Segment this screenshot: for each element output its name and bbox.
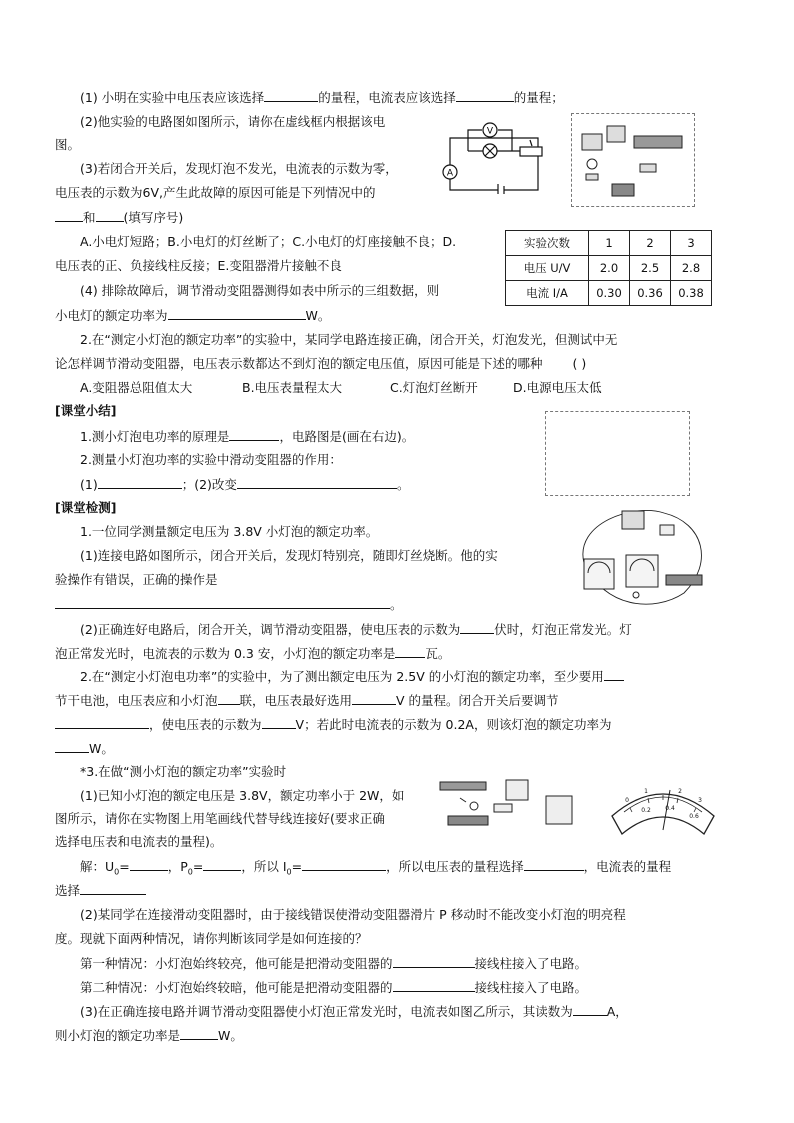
q1-p4c-text: W。	[305, 308, 331, 323]
sol-eq-text: =	[192, 859, 204, 874]
table-row	[506, 231, 712, 256]
note-text: (填写序号)	[123, 210, 184, 225]
answer-blank[interactable]	[203, 857, 241, 871]
voltmeter-symbol-label: V	[486, 126, 494, 137]
subscript-0: 0	[114, 867, 120, 877]
q1-p4b-text: 小电灯的额定功率为	[55, 308, 168, 323]
dial-tick-label: 1	[644, 788, 648, 795]
check-q3-1b: 图所示，请你在实物图上用笔画线代替导线连接好(要求正确	[55, 811, 385, 826]
q1-p1c-text: 的量程；	[513, 90, 564, 105]
q2-line2-text: 论怎样调节滑动变阻器，电压表示数都达不到灯泡的额定电压值，原因可能是下述的哪种	[55, 356, 543, 371]
table-cell: 电流 I/A	[506, 281, 589, 306]
q1-part4b	[55, 306, 330, 325]
q1-part3b: 电压表的示数为6V,产生此故障的原因可能是下列情况中的	[55, 185, 376, 200]
check-q2b1-text: 节干电池，电压表应和小灯泡	[55, 693, 218, 708]
summary-heading: [课堂小结]	[55, 403, 117, 418]
answer-blank[interactable]	[573, 1002, 607, 1016]
subscript-0: 0	[286, 867, 292, 877]
circuit-drawing-box[interactable]	[545, 411, 690, 496]
sol-p-text: ，P	[167, 859, 188, 874]
ammeter-symbol-label: A	[446, 168, 454, 179]
answer-blank[interactable]	[264, 88, 318, 102]
check-q3-3a-text: (3)在正确连接电路并调节滑动变阻器使小灯泡正常发光时，电流表如图乙所示，其读数为	[80, 1004, 573, 1019]
equipment-illustration	[572, 114, 694, 206]
check-q3-3d-text: W。	[218, 1028, 243, 1043]
q1-options-a: A.小电灯短路；B.小电灯的灯丝断了；C.小电灯的灯座接触不良；D.	[80, 234, 457, 249]
check-q2a	[80, 667, 624, 686]
case1b-text: 接线柱接入了电路。	[474, 956, 588, 971]
subscript-0: 0	[187, 867, 193, 877]
answer-blank[interactable]	[229, 427, 279, 441]
check-q2b	[55, 691, 559, 710]
q2-line2	[55, 355, 586, 373]
summary-l3c-text: 。	[396, 477, 410, 492]
answer-blank[interactable]	[168, 306, 306, 320]
apparatus-figure	[574, 503, 712, 610]
check-q2c1-text: ，使电压表的示数为	[149, 717, 262, 732]
answer-blank[interactable]	[55, 595, 390, 609]
check-q2a-text: 2.在“测定小灯泡电功率”的实验中，为了测出额定电压为 2.5V 的小灯泡的额定功率，至少要用	[80, 669, 604, 684]
check-q2c2-text: V；若此时电流表的示数为 0.2A，则该灯泡的额定功率为	[295, 717, 612, 732]
table-cell: 2.0	[589, 256, 630, 281]
check-q1-2d-text: 瓦。	[425, 646, 451, 661]
table-header-cell: 1	[589, 231, 630, 256]
summary-l1b-text: ，电路图是(画在右边)。	[279, 429, 415, 444]
answer-blank[interactable]	[456, 88, 514, 102]
dial-tick-label: 0	[625, 797, 629, 804]
ammeter-dial-figure	[608, 778, 718, 836]
q2-option-b: B.电压表量程太大	[242, 380, 343, 395]
check-q2b2-text: 联，电压表最好选用	[239, 693, 353, 708]
q1-options-b: 电压表的正、负接线柱反接；E.变阻器滑片接触不良	[55, 258, 342, 273]
q2-option-a: A.变阻器总阻值太大	[80, 380, 193, 395]
check-q1-1b: 验操作有错误，正确的操作是	[55, 572, 218, 587]
q1-part1	[80, 88, 564, 107]
check-q3-1c: 选择电压表和电流表的量程)。	[55, 834, 223, 849]
q2-option-d: D.电源电压太低	[513, 380, 602, 395]
check-q2c	[55, 715, 611, 734]
dial-tick-label: 0.2	[641, 807, 651, 814]
q1-p1b-text: 的量程，电流表应该选择	[318, 90, 456, 105]
check-q1-2a-text: (2)正确连好电路后，闭合开关，调节滑动变阻器，使电压表的示数为	[80, 622, 461, 637]
table-cell: 0.38	[671, 281, 712, 306]
table-cell: 2.5	[630, 256, 671, 281]
table-row	[506, 256, 712, 281]
answer-blank[interactable]	[80, 881, 146, 895]
answer-blank[interactable]	[96, 208, 124, 222]
equipment-figure	[438, 776, 598, 832]
equipment-figure-box	[571, 113, 695, 207]
sol-eq-text: =	[291, 859, 303, 874]
answer-blank[interactable]	[55, 739, 89, 753]
check-q3-3a	[80, 1002, 628, 1021]
check-q1-2c-text: 泡正常发光时，电流表的示数为 0.3 安，小灯泡的额定功率是	[55, 646, 396, 661]
check-q1-2a	[80, 620, 632, 639]
sol-i-text: ，所以 I	[241, 859, 287, 874]
check-q2b3-text: V 的量程。闭合开关后要调节	[396, 693, 559, 708]
q1-part3c	[55, 208, 183, 227]
answer-blank[interactable]	[524, 857, 584, 871]
check-q3-1a: (1)已知小灯泡的额定电压是 3.8V，额定功率小于 2W，如	[80, 788, 405, 803]
case1a-text: 第一种情况：小灯泡始终较亮，他可能是把滑动变阻器的	[80, 956, 393, 971]
case2-line	[80, 978, 587, 997]
and-text: 和	[83, 210, 96, 225]
answer-blank[interactable]	[55, 715, 149, 729]
case2a-text: 第二种情况：小灯泡始终较暗，他可能是把滑动变阻器的	[80, 980, 393, 995]
check-q3-3c-text: 则小灯泡的额定功率是	[55, 1028, 181, 1043]
case2b-text: 接线柱接入了电路。	[474, 980, 588, 995]
q1-part3a: (3)若闭合开关后，发现灯泡不发光，电流表的示数为零，	[80, 161, 398, 176]
sol-choose-text: 选择	[55, 883, 81, 898]
case1-line	[80, 954, 587, 973]
answer-blank[interactable]	[130, 857, 168, 871]
answer-blank[interactable]	[604, 667, 624, 681]
check-q3-3b-text: A，	[606, 1004, 628, 1019]
answer-blank[interactable]	[218, 691, 240, 705]
q2-line1: 2.在“测定小灯泡的额定功率”的实验中，某同学电路连接正确，闭合开关，灯泡发光，但测试中无	[80, 332, 618, 347]
check-heading: [课堂检测]	[55, 500, 117, 515]
check-q1-1c	[55, 595, 403, 614]
check-q1: 1.一位同学测量额定电压为 3.8V 小灯泡的额定功率。	[80, 524, 379, 539]
sol-volt-range-text: ，所以电压表的量程选择	[386, 859, 524, 874]
table-cell: 电压 U/V	[506, 256, 589, 281]
q1-p1-text: (1) 小明在实验中电压表应该选择	[80, 90, 265, 105]
answer-blank[interactable]	[460, 620, 494, 634]
table-cell: 0.36	[630, 281, 671, 306]
answer-blank[interactable]	[393, 954, 475, 968]
summary-line3	[80, 475, 409, 494]
table-row	[506, 281, 712, 306]
sol-amp-range-text: ，电流表的量程	[583, 859, 672, 874]
answer-blank[interactable]	[262, 715, 296, 729]
check-q3-2a: (2)某同学在连接滑动变阻器时，由于接线错误使滑动变阻器滑片 P 移动时不能改变小灯泡的明亮程	[80, 907, 626, 922]
answer-blank[interactable]	[393, 978, 475, 992]
check-q3-3c	[55, 1026, 243, 1045]
check-q1-1a: (1)连接电路如图所示，闭合开关后，发现灯特别亮，随即灯丝烧断。他的实	[80, 548, 498, 563]
answer-blank[interactable]	[98, 475, 182, 489]
check-q2d	[55, 739, 114, 758]
period-text: 。	[390, 597, 403, 612]
dial-tick-label: 2	[678, 788, 682, 795]
summary-line2: 2.测量小灯泡功率的实验中滑动变阻器的作用：	[80, 452, 342, 467]
summary-line1	[80, 427, 414, 446]
table-cell: 2.8	[671, 256, 712, 281]
sol-eq-text: =	[119, 859, 130, 874]
q2-option-c: C.灯泡灯丝断开	[390, 380, 478, 395]
dial-tick-label: 0.4	[665, 805, 675, 812]
sol-u-text: 解：U	[80, 859, 115, 874]
answer-blank[interactable]	[180, 1026, 218, 1040]
check-q3-2b: 度。现就下面两种情况，请你判断该同学是如何连接的？	[55, 931, 368, 946]
answer-blank[interactable]	[395, 644, 425, 658]
summary-l3b-text: ；(2)改变	[181, 477, 237, 492]
answer-blank[interactable]	[302, 857, 386, 871]
check-q1-2c	[55, 644, 450, 663]
dial-tick-label: 0.6	[689, 813, 699, 820]
table-header-cell: 实验次数	[506, 231, 589, 256]
q1-part4a: (4) 排除故障后，调节滑动变阻器测得如表中所示的三组数据，则	[80, 283, 440, 298]
table-header-cell: 2	[630, 231, 671, 256]
data-table	[505, 230, 712, 306]
dial-tick-label: 3	[698, 797, 702, 804]
check-q2d-text: W。	[89, 741, 114, 756]
answer-blank[interactable]	[237, 475, 397, 489]
check-q3: *3.在做“测小灯泡的额定功率”实验时	[80, 764, 287, 779]
table-cell: 0.30	[589, 281, 630, 306]
answer-blank[interactable]	[55, 208, 83, 222]
solution-line2	[55, 881, 146, 900]
check-q1-2b-text: 伏时，灯泡正常发光。灯	[494, 622, 632, 637]
q1-part2b: 图。	[55, 137, 81, 152]
q1-part2a: (2)他实验的电路图如图所示，请你在虚线框内根据该电	[80, 114, 386, 129]
circuit-diagram	[438, 118, 550, 194]
summary-l1a-text: 1.测小灯泡电功率的原理是	[80, 429, 230, 444]
solution-line	[80, 857, 671, 882]
answer-blank[interactable]	[352, 691, 396, 705]
table-header-cell: 3	[671, 231, 712, 256]
answer-paren[interactable]: ( )	[572, 356, 587, 371]
summary-l3a-text: (1)	[80, 477, 98, 492]
